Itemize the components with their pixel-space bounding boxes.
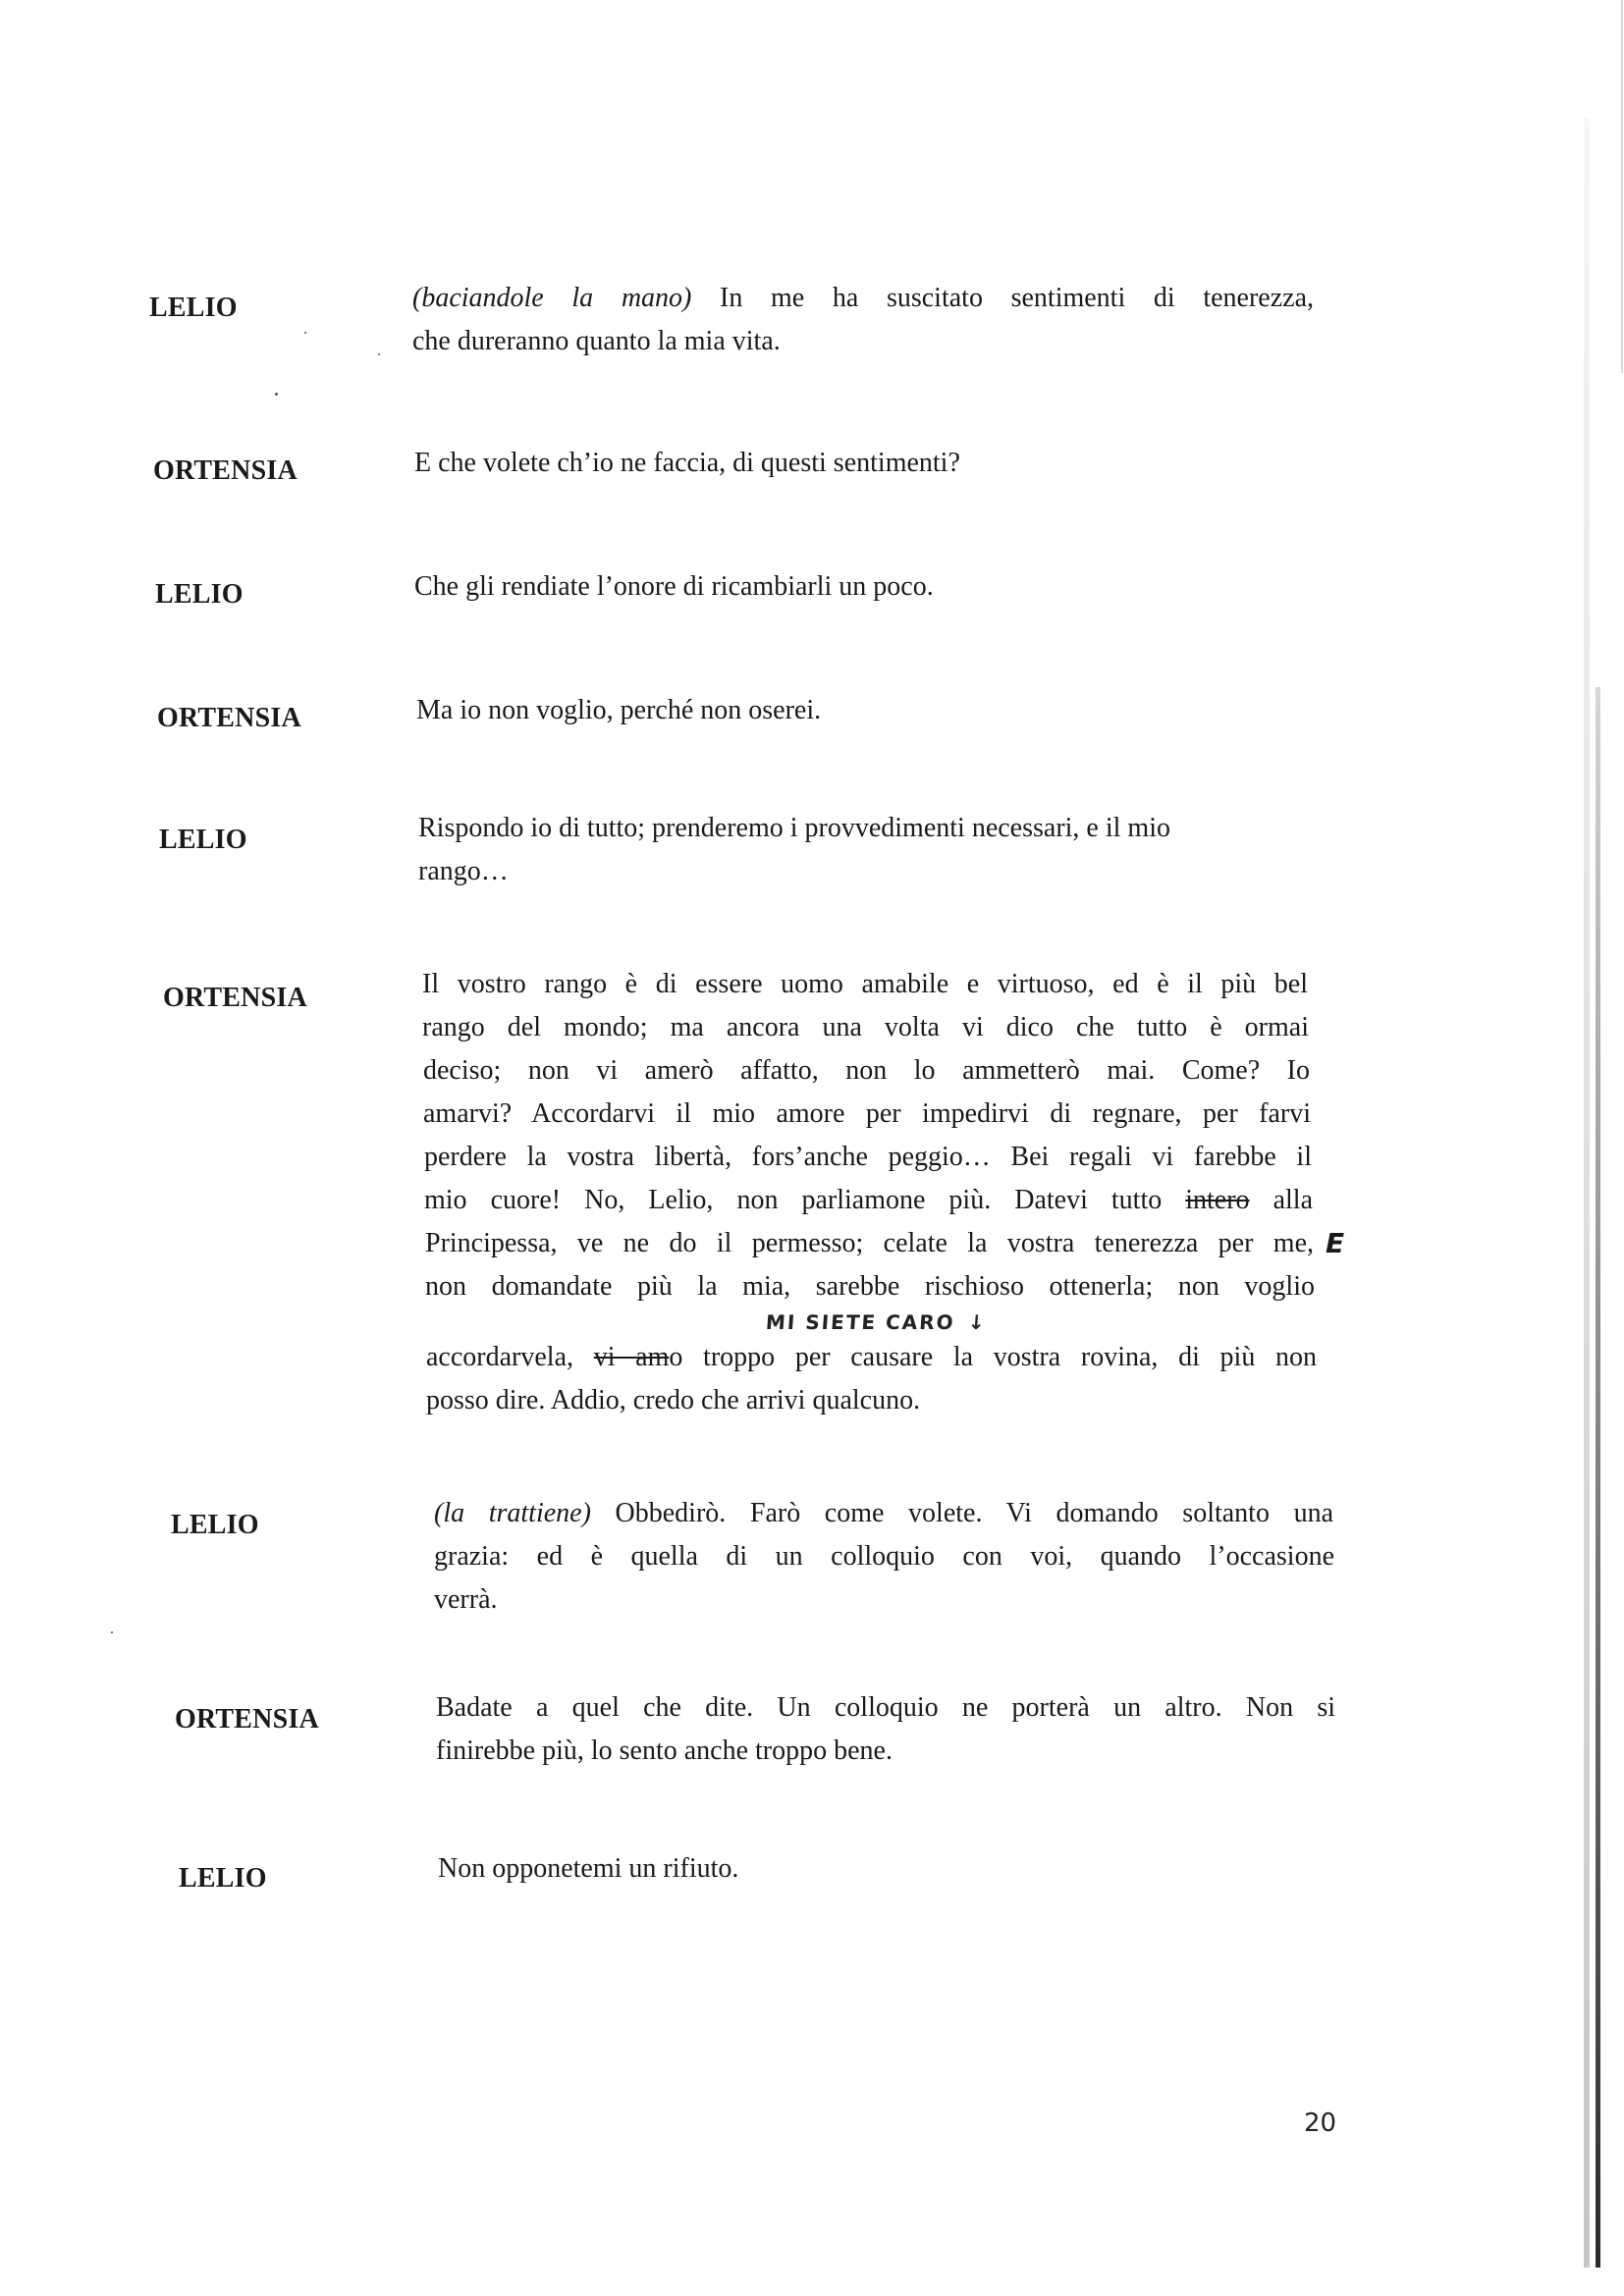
dialogue-line: che dureranno quanto la mia vita.: [412, 326, 781, 356]
speaker-name: LELIO: [179, 1863, 267, 1894]
dialogue-line: deciso; non vi amerò affatto, non lo ammetterò mai. Come? Io: [423, 1055, 1310, 1086]
speaker-name: ORTENSIA: [153, 455, 298, 486]
scan-speck: [111, 1631, 113, 1633]
scan-edge-line: [1596, 687, 1600, 2268]
speaker-name: ORTENSIA: [175, 1704, 319, 1735]
scan-speck: [378, 353, 380, 355]
dialogue-text: alla: [1249, 1185, 1313, 1215]
dialogue-text: mio cuore! No, Lelio, non parliamone più. Datevi tutto: [424, 1185, 1186, 1215]
dialogue-line: amarvi? Accordarvi il mio amore per impedirvi di regnare, per farvi: [423, 1098, 1311, 1129]
dialogue-line: [426, 1336, 1317, 1379]
dialogue-line: Principessa, ve ne do il permesso; celate la vostra tenerezza per me,: [425, 1228, 1314, 1258]
dialogue-line: grazia: ed è quella di un colloquio con voi, quando l’occasione: [434, 1541, 1334, 1572]
dialogue-line: non domandate più la mia, sarebbe rischioso ottenerla; non voglio: [425, 1271, 1315, 1302]
speaker-name: LELIO: [159, 825, 247, 855]
scan-edge-line: [1584, 118, 1590, 2268]
dialogue-line: E che volete ch’io ne faccia, di questi sentimenti?: [414, 448, 960, 478]
dialogue-line: posso dire. Addio, credo che arrivi qualcuno.: [426, 1385, 921, 1415]
stage-direction: (la trattiene): [434, 1498, 591, 1528]
struck-text: vi am: [593, 1342, 670, 1372]
stage-direction: (baciandole la mano): [412, 283, 692, 313]
dialogue-line: [434, 1492, 1333, 1535]
dialogue-line: perdere la vostra libertà, fors’anche peggio… Bei regali vi farebbe il: [424, 1142, 1312, 1172]
dialogue-line: Il vostro rango è di essere uomo amabile e virtuoso, ed è il più bel: [422, 969, 1308, 999]
handwritten-insert-mark: ↓: [967, 1310, 988, 1334]
dialogue-text: o troppo per causare la vostra rovina, di più non: [669, 1342, 1317, 1372]
speaker-name: LELIO: [155, 579, 244, 610]
dialogue-line: Che gli rendiate l’onore di ricambiarli un poco.: [414, 571, 934, 602]
dialogue-line: rango del mondo; ma ancora una volta vi dico che tutto è ormai: [422, 1012, 1309, 1042]
dialogue-line: Non opponetemi un rifiuto.: [438, 1853, 739, 1884]
dialogue-line: [412, 277, 1314, 320]
handwritten-interlinear-note: MI SIETE CARO: [765, 1310, 956, 1334]
dialogue-line: rango…: [418, 856, 509, 886]
handwritten-margin-mark: E: [1326, 1227, 1345, 1259]
dialogue-line: finirebbe più, lo sento anche troppo bene.: [436, 1735, 893, 1766]
struck-text: intero: [1185, 1185, 1250, 1215]
dialogue-text: In me ha suscitato sentimenti di tenerezza,: [691, 283, 1314, 313]
speaker-name: LELIO: [171, 1510, 259, 1540]
scan-edge-line: [1621, 0, 1623, 373]
dialogue-text: accordarvela,: [426, 1342, 594, 1372]
scan-speck: [304, 332, 306, 334]
speaker-name: ORTENSIA: [163, 983, 307, 1013]
page-number: 20: [1304, 2109, 1337, 2138]
speaker-name: ORTENSIA: [157, 703, 301, 733]
dialogue-text: Obbedirò. Farò come volete. Vi domando soltanto una: [590, 1498, 1334, 1528]
dialogue-line: Badate a quel che dite. Un colloquio ne porterà un altro. Non si: [436, 1692, 1335, 1723]
scan-speck: [275, 393, 278, 396]
dialogue-line: Rispondo io di tutto; prenderemo i provvedimenti necessari, e il mio: [418, 813, 1170, 843]
dialogue-line: [424, 1179, 1313, 1222]
dialogue-line: Ma io non voglio, perché non oserei.: [416, 695, 822, 725]
speaker-name: LELIO: [149, 293, 238, 323]
dialogue-line: verrà.: [434, 1584, 498, 1615]
